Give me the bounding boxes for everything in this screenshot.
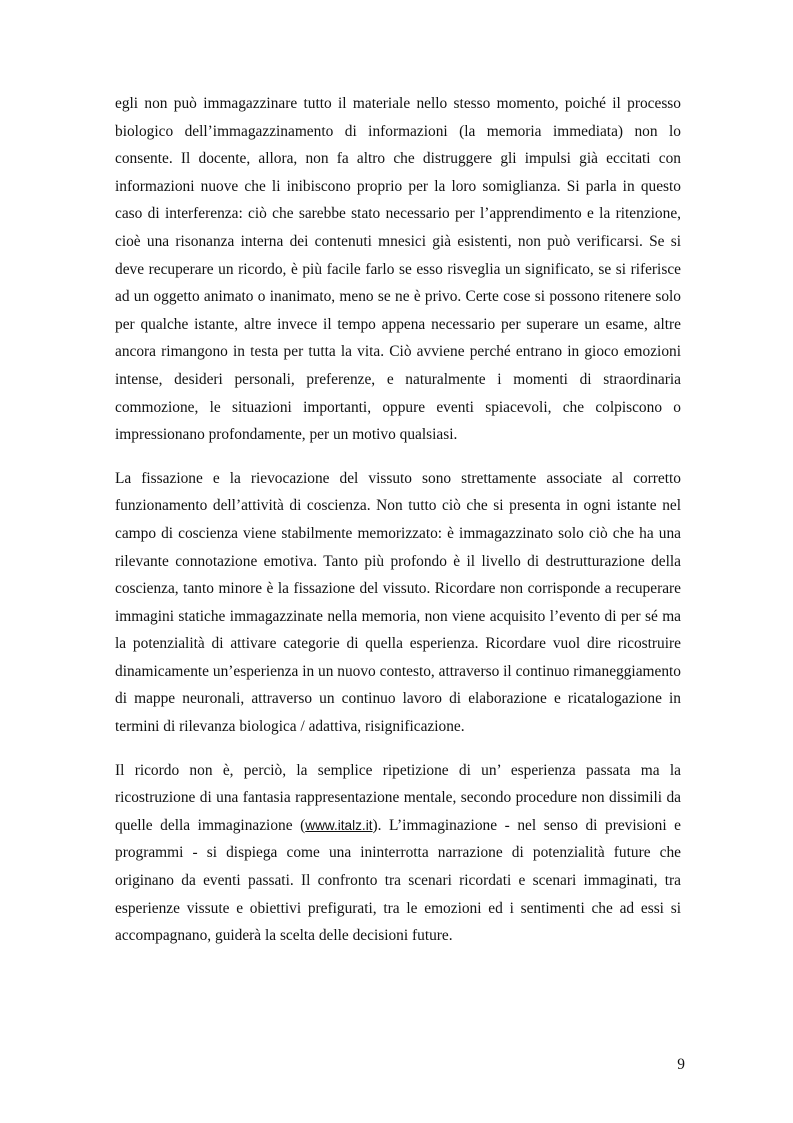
paragraph-text-before-link: Il ricordo non è, perciò, la semplice ripetizione di un’ esperienza passata ma la ricostruzione di una fantasia rappresentazione mentale, secondo procedure non dissimili da quelle della immaginazione ( xyxy=(115,761,681,834)
page-number: 9 xyxy=(677,1056,685,1073)
paragraph-memory-imagination xyxy=(115,757,681,950)
paragraph-text-after-link: ). L’immaginazione - nel senso di previsioni e programmi - si dispiega come una ininterrotta narrazione di potenzialità future che originano da eventi passati. Il confronto tra scenari ricordati e scenari immaginati, tra esperienze vissute e obiettivi prefigurati, tra le emozioni ed i sentimenti che ad essi si accompagnano, guiderà la scelta delle decisioni future. xyxy=(115,816,681,945)
body-text xyxy=(115,90,681,950)
paragraph-memory-interference: egli non può immagazzinare tutto il materiale nello stesso momento, poiché il processo biologico dell’immagazzinamento di informazioni (la memoria immediata) non lo consente. Il docente, allora, non fa altro che distruggere gli impulsi già eccitati con informazioni nuove che li inibiscono proprio per la loro somiglianza. Si parla in questo caso di interferenza: ciò che sarebbe stato necessario per l’apprendimento e la ritenzione, cioè una risonanza interna dei contenuti mnesici già esistenti, non può verificarsi. Se si deve recuperare un ricordo, è più facile farlo se esso risveglia un significato, se si riferisce ad un oggetto animato o inanimato, meno se ne è privo. Certe cose si possono ritenere solo per qualche istante, altre invece il tempo appena necessario per superare un esame, altre ancora rimangono in testa per tutta la vita. Ciò avviene perché entrano in gioco emozioni intense, desideri personali, preferenze, e naturalmente i momenti di straordinaria commozione, le situazioni importanti, oppure eventi spiacevoli, che colpiscono o impressionano profondamente, per un motivo qualsiasi. xyxy=(115,95,681,444)
italz-link[interactable]: www.italz.it xyxy=(305,817,373,833)
paragraph-consciousness-fixation: La fissazione e la rievocazione del vissuto sono strettamente associate al corretto funzionamento dell’attività di coscienza. Non tutto ciò che si presenta in ogni istante nel campo di coscienza viene stabilmente memorizzato: è immagazzinato solo ciò che ha una rilevante connotazione emotiva. Tanto più profondo è il livello di destrutturazione della coscienza, tanto minore è la fissazione del vissuto. Ricordare non corrisponde a recuperare immagini statiche immagazzinate nella memoria, non viene acquisito l’evento di per sé ma la potenzialità di attivare categorie di quella esperienza. Ricordare vuol dire ricostruire dinamicamente un’esperienza in un nuovo contesto, attraverso il continuo rimaneggiamento di mappe neuronali, attraverso un continuo lavoro di elaborazione e ricatalogazione in termini di rilevanza biologica / adattiva, risignificazione. xyxy=(115,469,681,736)
